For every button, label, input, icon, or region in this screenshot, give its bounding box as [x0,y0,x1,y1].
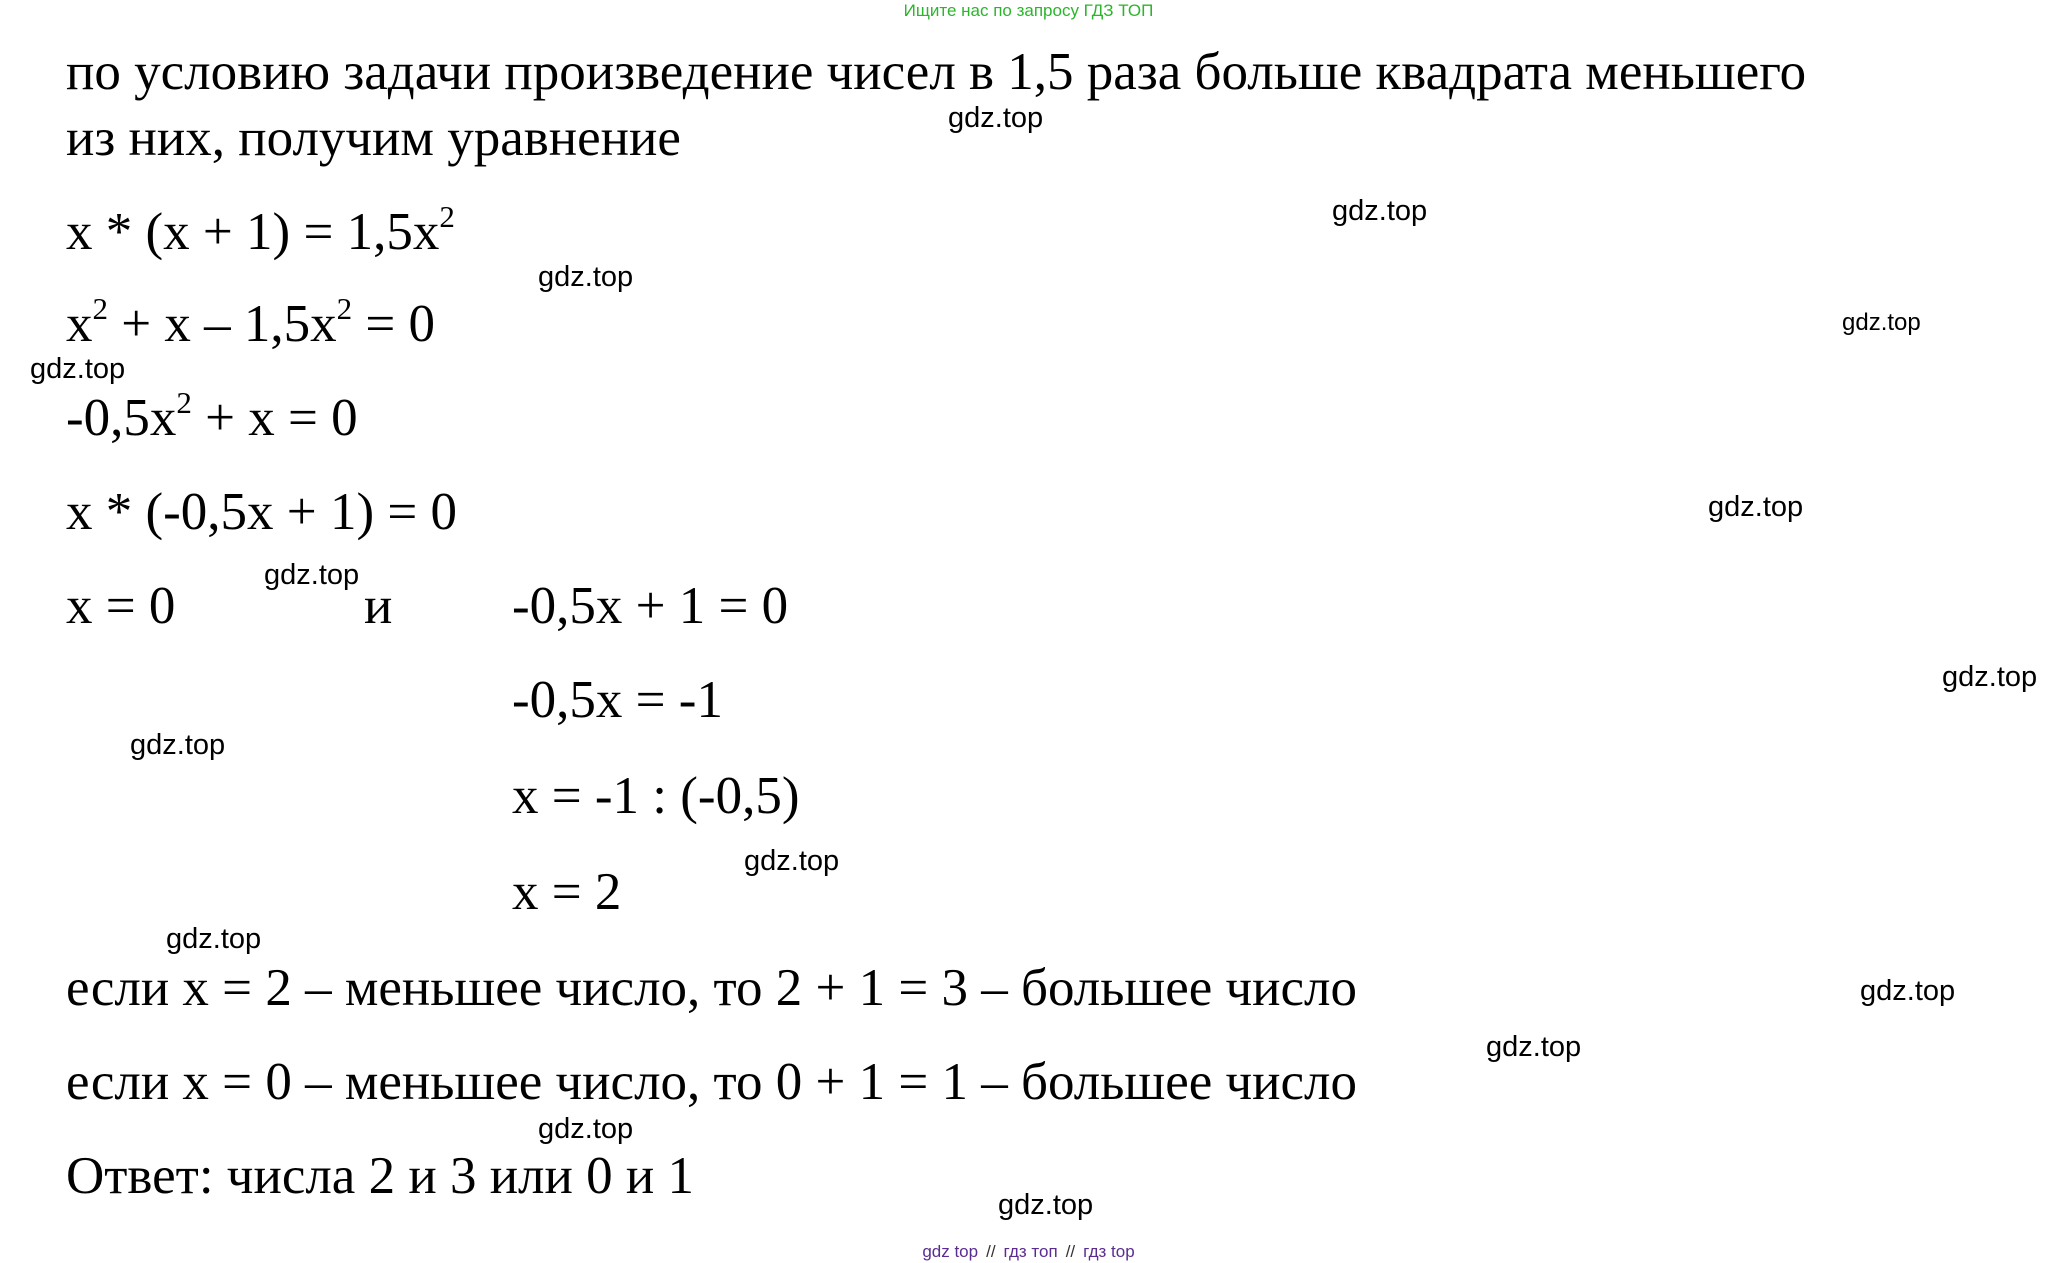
footer-separator: // [1065,1242,1076,1261]
equation-3-part-b: + x = 0 [191,389,358,447]
watermark: gdz.top [264,559,360,591]
equation-7: x = -1 : (-0,5) [512,767,800,825]
equation-5-conjunction: и [364,577,393,635]
equation-3-part-a: -0,5x [66,389,177,447]
top-banner[interactable]: Ищите нас по запросу ГДЗ ТОП [903,1,1154,20]
equation-1 [66,200,455,271]
watermark: gdz.top [1332,195,1428,227]
watermark: gdz.top [130,729,226,761]
watermark: gdz.top [538,1113,634,1145]
watermark: gdz.top [998,1189,1094,1221]
watermark: gdz.top [1860,975,1956,1007]
equation-8: x = 2 [512,863,622,921]
watermark: gdz.top [166,923,262,955]
footer-link-2[interactable]: гдз топ [1003,1242,1058,1261]
watermark: gdz.top [538,261,634,293]
equation-2-exponent-1: 2 [92,291,108,326]
text-line-2: из них, получим уравнение [66,109,681,167]
text-line-1: по условию задачи произведение чисел в 1,5 раза больше квадрата меньшего [66,43,1807,101]
equation-6: -0,5x = -1 [512,671,723,729]
watermark: gdz.top [948,102,1044,134]
bottom-banner [0,1241,2057,1263]
equation-2-part-b: + x – 1,5x [108,295,337,353]
equation-2-exponent-2: 2 [336,291,353,326]
result-line-1: если x = 2 – меньшее число, то 2 + 1 = 3 – большее число [66,959,1357,1017]
equation-2-part-c: = 0 [352,295,436,353]
result-line-2: если x = 0 – меньшее число, то 0 + 1 = 1 – большее число [66,1053,1357,1111]
equation-5-left: x = 0 [66,577,176,635]
footer-link-3[interactable]: гдз top [1083,1242,1135,1261]
equation-1-exponent: 2 [439,199,455,234]
watermark: gdz.top [1486,1031,1582,1063]
equation-1-base: x * (x + 1) = 1,5x [66,203,440,261]
watermark: gdz.top [1708,491,1804,523]
watermark: gdz.top [30,353,126,385]
watermark: gdz.top [1942,661,2038,693]
equation-5-right: -0,5x + 1 = 0 [512,577,789,635]
footer-separator: // [986,1242,996,1261]
equation-2-part-a: x [66,295,93,353]
equation-3 [66,386,358,457]
watermark: gdz.top [1842,309,1921,336]
footer-link-1[interactable]: gdz top [922,1242,979,1261]
equation-3-exponent: 2 [176,385,192,420]
answer-line: Ответ: числа 2 и 3 или 0 и 1 [66,1147,694,1205]
equation-4: x * (-0,5x + 1) = 0 [66,483,457,541]
watermark: gdz.top [744,845,840,877]
